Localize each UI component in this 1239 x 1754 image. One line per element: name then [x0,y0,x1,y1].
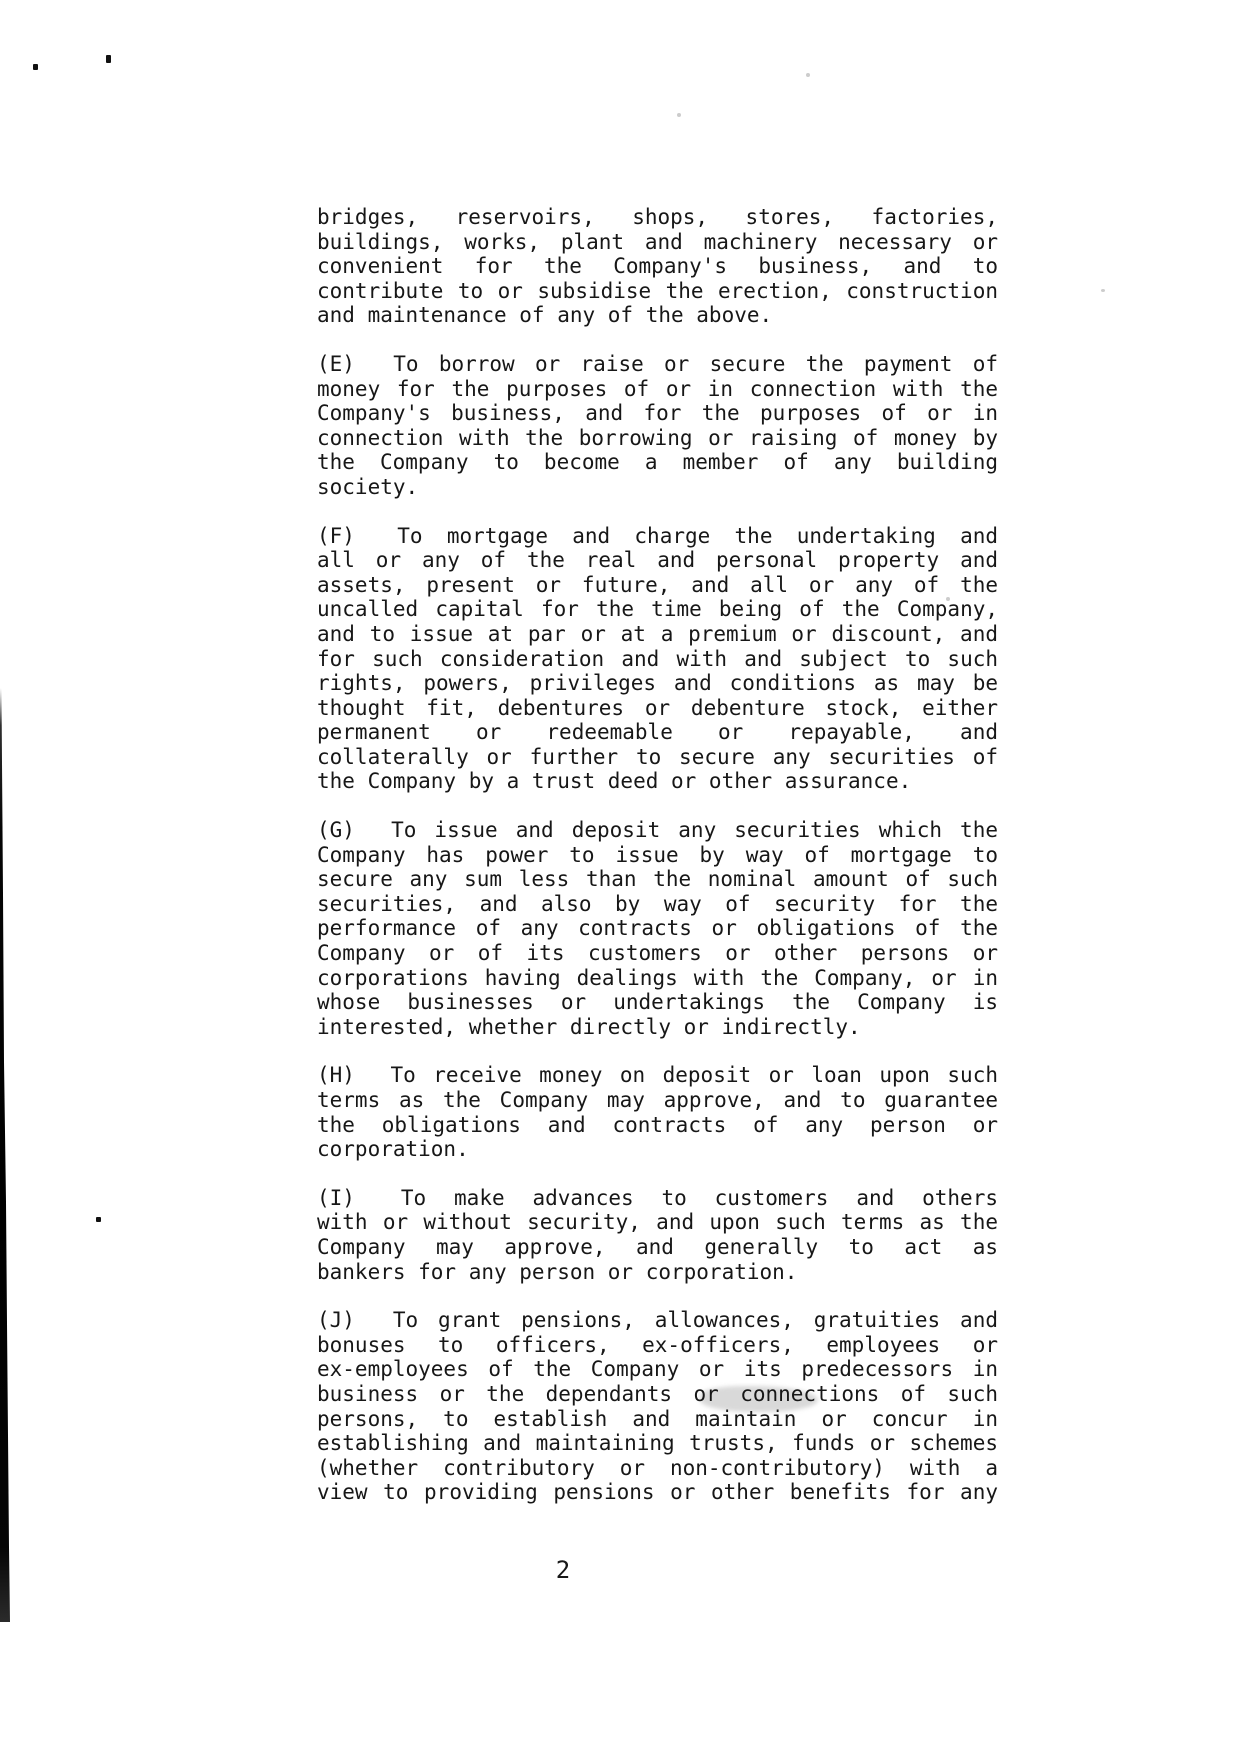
text-line: the Company by a trust deed or other assurance. [317,769,912,794]
text-line: connection with the borrowing or raising of money by [317,425,998,450]
text-line: thought fit, debentures or debenture stock, either [317,695,998,720]
text-line: secure any sum less than the nominal amount of such [317,867,998,892]
text-line: interested, whether directly or indirectly. [317,1014,861,1039]
text-line: corporation. [317,1137,469,1162]
text-line: bonuses to officers, ex-officers, employees or [317,1332,998,1357]
para-clause-g [317,818,998,1039]
text-line: society. [317,474,419,499]
scan-edge-artifact [0,688,10,1622]
text-line: securities, and also by way of security for the [317,891,998,916]
text-column [317,205,998,1505]
text-line: persons, to establish and maintain or concur in [317,1406,998,1431]
text-line: (I) To make advances to customers and others [317,1185,998,1210]
scan-speck [96,1217,101,1222]
text-line: the obligations and contracts of any person or [317,1112,998,1137]
para-clause-h [317,1063,998,1161]
text-line: Company or of its customers or other persons or [317,941,998,966]
text-line: for such consideration and with and subject to such [317,646,998,671]
text-line: view to providing pensions or other benefits for any [317,1480,998,1505]
text-line: ex-employees of the Company or its predecessors in [317,1357,998,1382]
clause-label: (F) [317,523,355,548]
text-line: contribute to or subsidise the erection, construction [317,278,998,303]
text-line: bridges, reservoirs, shops, stores, factories, [317,205,998,229]
text-line: collaterally or further to secure any securities of [317,744,998,769]
text-line: and to issue at par or at a premium or discount, and [317,621,998,646]
text-line: rights, powers, privileges and conditions as may be [317,671,998,696]
text-line: bankers for any person or corporation. [317,1259,798,1284]
para-clause-i [317,1186,998,1284]
text-line: (G) To issue and deposit any securities which the [317,818,998,843]
text-line: (J) To grant pensions, allowances, gratuities and [317,1308,998,1333]
clause-label: (J) [317,1308,355,1333]
clause-label: (E) [317,351,355,376]
text-line: business or the dependants or connections of such [317,1381,998,1406]
scan-speck-faint [1101,289,1105,292]
text-line: whose businesses or undertakings the Company is [317,990,998,1015]
scan-speck-faint [677,113,681,117]
text-line: performance of any contracts or obligations of the [317,916,998,941]
text-line: establishing and maintaining trusts, funds or schemes [317,1431,998,1456]
text-line: the Company to become a member of any building [317,450,998,475]
text-line: assets, present or future, and all or any of the [317,572,998,597]
text-line: Company's business, and for the purposes of or in [317,401,998,426]
text-line: (E) To borrow or raise or secure the payment of [317,351,998,376]
para-clause-j [317,1308,998,1505]
text-line: corporations having dealings with the Company, or in [317,965,998,990]
para-d-continuation [317,205,998,328]
text-line: permanent or redeemable or repayable, and [317,720,998,745]
clause-label: (H) [317,1063,355,1088]
text-line: buildings, works, plant and machinery necessary or [317,229,998,254]
text-line: convenient for the Company's business, and to [317,254,998,279]
text-line: uncalled capital for the time being of the Company, [317,597,998,622]
scan-speck-faint [806,73,810,77]
text-line: with or without security, and upon such terms as the [317,1210,998,1235]
clause-label: (I) [317,1185,355,1210]
page-number: 2 [555,1556,571,1584]
scan-speck [33,64,38,70]
text-line: Company has power to issue by way of mortgage to [317,842,998,867]
text-line: all or any of the real and personal property and [317,548,998,573]
text-line: (whether contributory or non-contributory) with a [317,1455,998,1480]
text-line: Company may approve, and generally to act as [317,1234,998,1259]
text-line: (F) To mortgage and charge the undertaking and [317,523,998,548]
para-clause-e [317,352,998,500]
scan-speck [106,55,111,63]
text-line: money for the purposes of or in connection with the [317,376,998,401]
text-line: (H) To receive money on deposit or loan upon such [317,1063,998,1088]
text-line: and maintenance of any of the above. [317,303,773,328]
text-line: terms as the Company may approve, and to guarantee [317,1088,998,1112]
clause-label: (G) [317,818,355,843]
para-clause-f [317,524,998,795]
